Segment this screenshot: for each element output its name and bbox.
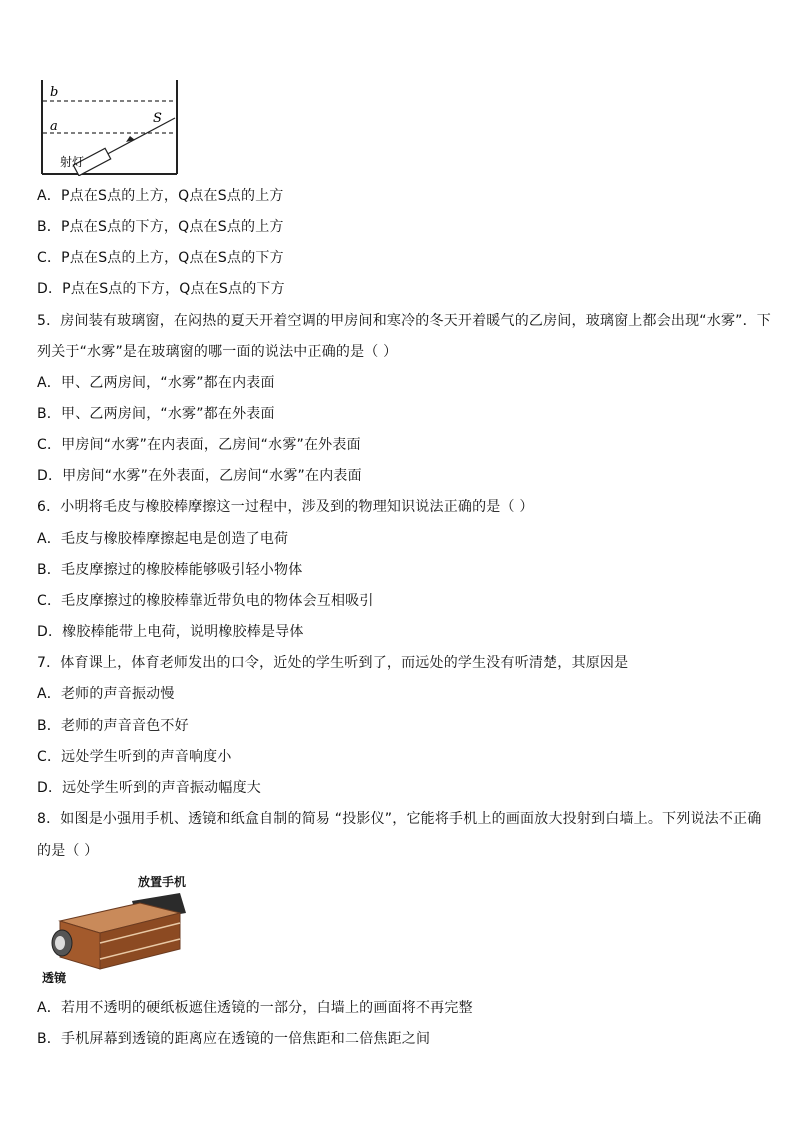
q5-stem-line1: 5．房间装有玻璃窗，在闷热的夏天开着空调的甲房间和寒冷的冬天开着暖气的乙房间，玻璃窗上都会出现“水雾”．下 [37,313,772,329]
q8-stem-line2: 的是（ ） [37,843,99,859]
lens-label: 透镜 [42,971,67,985]
q6-option-b: B．毛皮摩擦过的橡胶棒能够吸引轻小物体 [37,562,303,578]
light-ray [100,118,175,158]
q7-option-a: A．老师的声音振动慢 [37,686,175,702]
projector-figure [40,873,200,985]
q4-option-b: B．P点在S点的下方，Q点在S点的上方 [37,219,284,235]
q5-stem-line2: 列关于“水雾”是在玻璃窗的哪一面的说法中正确的是（ ） [37,344,398,360]
q5-option-d: D．甲房间“水雾”在外表面，乙房间“水雾”在内表面 [37,468,362,484]
q4-option-d: D．P点在S点的下方，Q点在S点的下方 [37,281,285,297]
q8-option-a: A．若用不透明的硬纸板遮住透镜的一部分，白墙上的画面将不再完整 [37,1000,473,1016]
q4-option-a: A．P点在S点的上方，Q点在S点的上方 [37,188,284,204]
phone-placement-label: 放置手机 [138,875,187,889]
q8-option-b: B．手机屏幕到透镜的距离应在透镜的一倍焦距和二倍焦距之间 [37,1031,431,1047]
q5-option-a: A．甲、乙两房间，“水雾”都在内表面 [37,375,275,391]
q4-option-c: C．P点在S点的上方，Q点在S点的下方 [37,250,284,266]
q6-option-d: D．橡胶棒能带上电荷，说明橡胶棒是导体 [37,624,304,640]
q7-option-c: C．远处学生听到的声音响度小 [37,749,232,765]
q7-stem: 7．体育课上，体育老师发出的口令，近处的学生听到了，而远处的学生没有听清楚，其原因是 [37,655,629,671]
spotlight-diagram [40,78,180,176]
q8-stem-line1: 8．如图是小强用手机、透镜和纸盒自制的简易 “投影仪”，它能将手机上的画面放大投射到白墙上。下列说法不正确 [37,811,762,827]
label-b: b [50,85,59,100]
q7-option-d: D．远处学生听到的声音振动幅度大 [37,780,261,796]
spotlight-diagram-svg [40,78,180,176]
label-a: a [50,119,58,134]
q5-option-c: C．甲房间“水雾”在内表面，乙房间“水雾”在外表面 [37,437,361,453]
q5-option-b: B．甲、乙两房间，“水雾”都在外表面 [37,406,275,422]
q6-option-c: C．毛皮摩擦过的橡胶棒靠近带负电的物体会互相吸引 [37,593,374,609]
lamp-label: 射灯 [60,155,85,169]
label-s: S [153,111,162,126]
q7-option-b: B．老师的声音音色不好 [37,718,189,734]
q6-option-a: A．毛皮与橡胶棒摩擦起电是创造了电荷 [37,531,289,547]
q6-stem: 6．小明将毛皮与橡胶棒摩擦这一过程中，涉及到的物理知识说法正确的是（ ） [37,499,534,515]
